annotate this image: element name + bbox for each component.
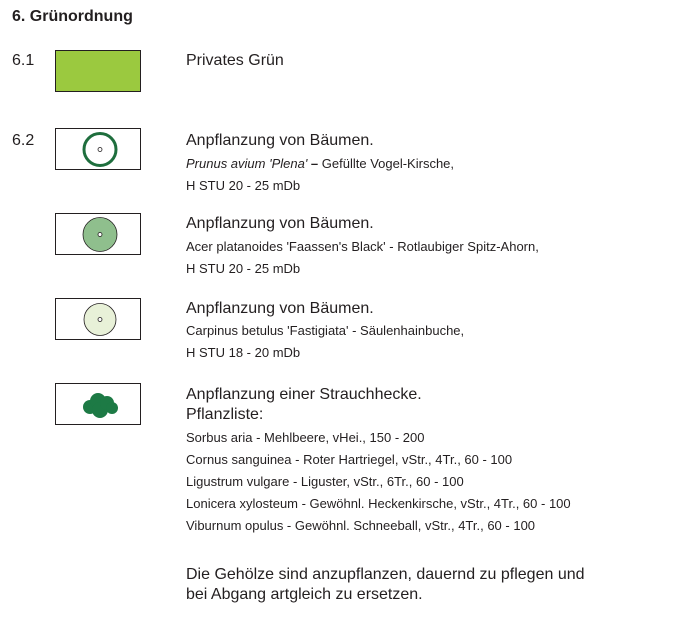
tree3-species: Carpinus betulus 'Fastigiata' - Säulenhainbuche, <box>186 323 465 338</box>
tree3-heading: Anpflanzung von Bäumen. <box>186 300 374 317</box>
tree1-species-common: Gefüllte Vogel-Kirsche, <box>321 156 455 171</box>
plant-list-item: Lonicera xylosteum - Gewöhnl. Heckenkirsche, vStr., 4Tr., 60 - 100 <box>186 496 571 511</box>
tree2-species: Acer platanoides 'Faassen's Black' - Rotlaubiger Spitz-Ahorn, <box>186 239 539 254</box>
tree-symbol-box-2 <box>55 213 141 255</box>
item-number-6-2: 6.2 <box>12 132 35 149</box>
private-green-label: Privates Grün <box>186 52 284 69</box>
tree1-size: H STU 20 - 25 mDb <box>186 178 301 193</box>
plant-list-item: Viburnum opulus - Gewöhnl. Schneeball, vStr., 4Tr., 60 - 100 <box>186 518 536 533</box>
tree1-species <box>186 156 454 172</box>
hedge-list-title: Pflanzliste: <box>186 406 264 423</box>
tree-symbol-box-1 <box>55 128 141 170</box>
plant-list-item: Sorbus aria - Mehlbeere, vHei., 150 - 200 <box>186 430 425 445</box>
private-green-swatch <box>55 50 141 92</box>
plant-list-item: Ligustrum vulgare - Liguster, vStr., 6Tr., 60 - 100 <box>186 474 464 489</box>
tree2-size: H STU 20 - 25 mDb <box>186 261 301 276</box>
tree3-size: H STU 18 - 20 mDb <box>186 345 301 360</box>
hedge-icon <box>56 384 142 426</box>
item-number-6-1: 6.1 <box>12 52 35 69</box>
hedge-symbol-box <box>55 383 141 425</box>
section-title: 6. Grünordnung <box>12 8 133 25</box>
tree1-species-latin: Prunus avium 'Plena' <box>186 156 308 171</box>
plant-list-item: Cornus sanguinea - Roter Hartriegel, vStr., 4Tr., 60 - 100 <box>186 452 513 467</box>
tree-symbol-box-3 <box>55 298 141 340</box>
tree-filled-icon <box>56 214 142 256</box>
note-line-2: bei Abgang artgleich zu ersetzen. <box>186 586 423 603</box>
note-line-1: Die Gehölze sind anzupflanzen, dauernd zu pflegen und <box>186 566 585 583</box>
hedge-heading: Anpflanzung einer Strauchhecke. <box>186 386 422 403</box>
tree-light-icon <box>56 299 142 341</box>
tree2-heading: Anpflanzung von Bäumen. <box>186 215 374 232</box>
tree-outline-icon <box>56 129 142 171</box>
tree1-species-dash: – <box>307 156 322 171</box>
tree1-heading: Anpflanzung von Bäumen. <box>186 132 374 149</box>
